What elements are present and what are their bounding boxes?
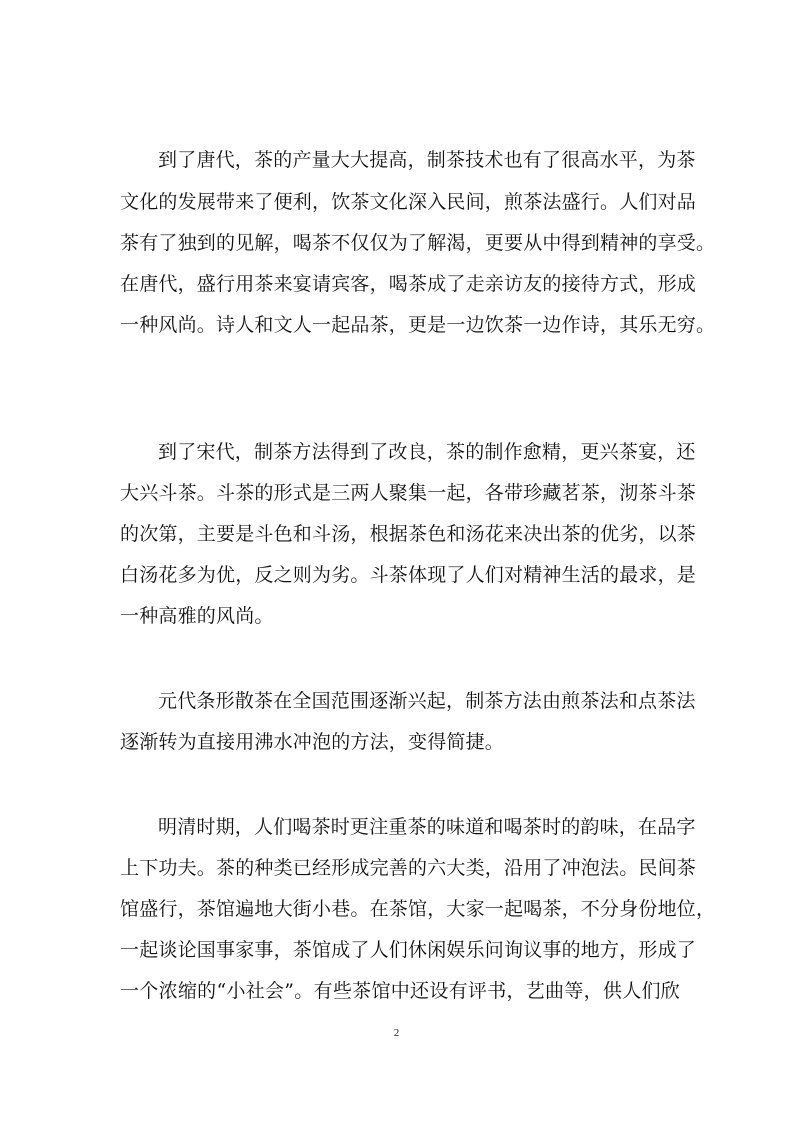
- text-line: 白汤花多为优，反之则为劣。斗茶体现了人们对精神生活的最求，是: [120, 564, 697, 586]
- text-line: 茶有了独到的见解，喝茶不仅仅为了解渴，更要从中得到精神的享受。: [120, 232, 716, 254]
- text-line: 明清时期，人们喝茶时更注重茶的味道和喝茶时的韵味，在品字: [158, 816, 696, 838]
- text-line: 元代条形散茶在全国范围逐渐兴起，制茶方法由煎茶法和点茶法: [158, 690, 696, 712]
- text-line: 到了宋代，制茶方法得到了改良，茶的制作愈精，更兴茶宴，还: [158, 441, 696, 463]
- text-line: 馆盛行，茶馆遍地大街小巷。在茶馆，大家一起喝茶，不分身份地位，: [120, 898, 716, 920]
- text-line: 到了唐代，茶的产量大大提高，制茶技术也有了很高水平，为茶: [158, 149, 696, 171]
- text-line: 文化的发展带来了便利，饮茶文化深入民间，煎茶法盛行。人们对品: [120, 191, 697, 213]
- text-line: 在唐代，盛行用茶来宴请宾客，喝茶成了走亲访友的接待方式，形成: [120, 273, 697, 295]
- text-line: 一起谈论国事家事，茶馆成了人们休闲娱乐问询议事的地方，形成了: [120, 939, 697, 961]
- text-line: 上下功夫。茶的种类已经形成完善的六大类，沿用了冲泡法。民间茶: [120, 857, 697, 879]
- text-line: 大兴斗茶。斗茶的形式是三两人聚集一起，各带珍藏茗茶，沏茶斗茶: [120, 482, 697, 504]
- text-line: 的次第，主要是斗色和斗汤，根据茶色和汤花来决出茶的优劣，以茶: [120, 523, 697, 545]
- text-line: 一个浓缩的“小社会”。有些茶馆中还设有评书，艺曲等，供人们欣: [120, 980, 680, 1002]
- text-line: 一种高雅的风尚。: [120, 605, 274, 627]
- text-line: 逐渐转为直接用沸水冲泡的方法，变得简捷。: [120, 731, 505, 753]
- text-line: 一种风尚。诗人和文人一起品茶，更是一边饮茶一边作诗，其乐无穷。: [120, 314, 716, 336]
- page-number: 2: [393, 1027, 400, 1039]
